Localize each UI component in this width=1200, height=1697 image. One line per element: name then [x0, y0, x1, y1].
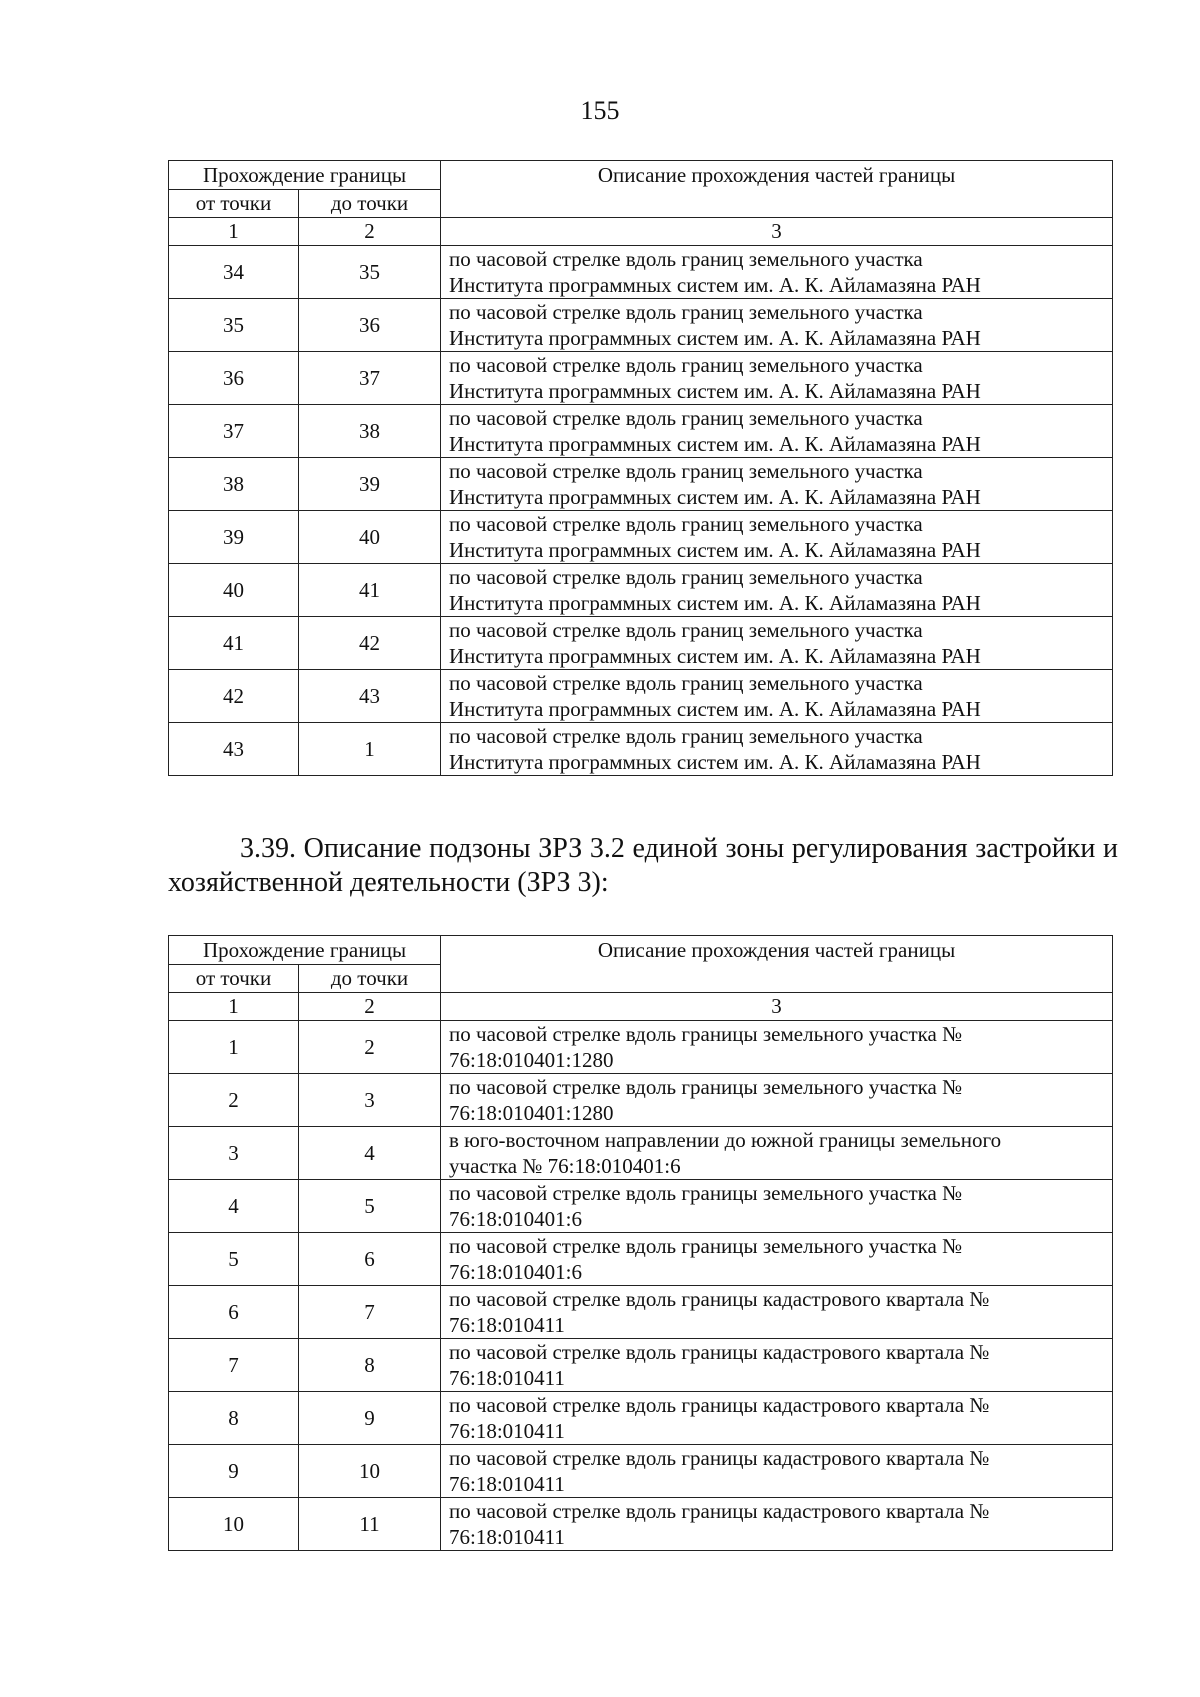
to-point-cell: 40 [299, 511, 441, 564]
from-point-cell: 8 [169, 1392, 299, 1445]
description-line: по часовой стрелке вдоль границы земельного участка № [449, 1075, 963, 1099]
description-cell [441, 1445, 1113, 1498]
to-point-cell: 7 [299, 1286, 441, 1339]
from-point-cell: 38 [169, 458, 299, 511]
description-cell [441, 1286, 1113, 1339]
column-number: 2 [299, 993, 441, 1021]
header-boundary-passage: Прохождение границы [169, 161, 441, 190]
table-row [169, 1180, 1113, 1233]
from-point-cell: 3 [169, 1127, 299, 1180]
description-line: Института программных систем им. А. К. Айламазяна РАН [449, 432, 981, 456]
table-row [169, 670, 1113, 723]
to-point-cell: 11 [299, 1498, 441, 1551]
boundary-table-2 [168, 935, 1113, 1551]
description-line: 76:18:010401:6 [449, 1260, 583, 1284]
table-column-numbers [169, 993, 1113, 1021]
description-line: Института программных систем им. А. К. Айламазяна РАН [449, 697, 981, 721]
description-line: Института программных систем им. А. К. Айламазяна РАН [449, 273, 981, 297]
column-number: 3 [441, 218, 1113, 246]
from-point-cell: 39 [169, 511, 299, 564]
description-line: по часовой стрелке вдоль границ земельного участка [449, 565, 923, 589]
table-row [169, 1392, 1113, 1445]
description-line: по часовой стрелке вдоль границ земельного участка [449, 353, 923, 377]
from-point-cell: 40 [169, 564, 299, 617]
table-row [169, 1021, 1113, 1074]
description-line: по часовой стрелке вдоль границ земельного участка [449, 406, 923, 430]
description-line: 76:18:010411 [449, 1419, 565, 1443]
description-line: по часовой стрелке вдоль границ земельного участка [449, 724, 923, 748]
description-line: по часовой стрелке вдоль границы кадастрового квартала № [449, 1287, 990, 1311]
description-line: Института программных систем им. А. К. Айламазяна РАН [449, 485, 981, 509]
header-description: Описание прохождения частей границы [441, 936, 1113, 993]
to-point-cell: 43 [299, 670, 441, 723]
description-line: Института программных систем им. А. К. Айламазяна РАН [449, 750, 981, 774]
table-row [169, 564, 1113, 617]
description-line: по часовой стрелке вдоль границы земельного участка № [449, 1234, 963, 1258]
description-cell [441, 617, 1113, 670]
description-line: 76:18:010411 [449, 1313, 565, 1337]
from-point-cell: 9 [169, 1445, 299, 1498]
description-line: по часовой стрелке вдоль границ земельного участка [449, 300, 923, 324]
description-line: Института программных систем им. А. К. Айламазяна РАН [449, 326, 981, 350]
from-point-cell: 2 [169, 1074, 299, 1127]
table-column-numbers [169, 218, 1113, 246]
description-line: 76:18:010401:1280 [449, 1048, 614, 1072]
description-line: Института программных систем им. А. К. Айламазяна РАН [449, 379, 981, 403]
to-point-cell: 9 [299, 1392, 441, 1445]
table-row [169, 299, 1113, 352]
to-point-cell: 36 [299, 299, 441, 352]
description-line: участка № 76:18:010401:6 [449, 1154, 681, 1178]
table-row [169, 1339, 1113, 1392]
header-boundary-passage: Прохождение границы [169, 936, 441, 965]
description-cell [441, 299, 1113, 352]
description-cell [441, 246, 1113, 299]
description-cell [441, 670, 1113, 723]
table-row [169, 246, 1113, 299]
to-point-cell: 10 [299, 1445, 441, 1498]
header-from-point: от точки [169, 965, 299, 993]
from-point-cell: 7 [169, 1339, 299, 1392]
header-to-point: до точки [299, 190, 441, 218]
description-line: Института программных систем им. А. К. Айламазяна РАН [449, 644, 981, 668]
table-body [169, 1021, 1113, 1551]
to-point-cell: 6 [299, 1233, 441, 1286]
to-point-cell: 39 [299, 458, 441, 511]
table-row [169, 1127, 1113, 1180]
from-point-cell: 4 [169, 1180, 299, 1233]
from-point-cell: 1 [169, 1021, 299, 1074]
description-line: по часовой стрелке вдоль границы кадастрового квартала № [449, 1446, 990, 1470]
column-number: 1 [169, 218, 299, 246]
to-point-cell: 3 [299, 1074, 441, 1127]
description-cell [441, 1498, 1113, 1551]
boundary-table-1 [168, 160, 1113, 776]
table-header-row [169, 936, 1113, 965]
table-row [169, 1445, 1113, 1498]
table-row [169, 352, 1113, 405]
description-cell [441, 723, 1113, 776]
table-row [169, 1233, 1113, 1286]
description-cell [441, 1180, 1113, 1233]
table-header-row [169, 161, 1113, 190]
to-point-cell: 42 [299, 617, 441, 670]
header-from-point: от точки [169, 190, 299, 218]
from-point-cell: 35 [169, 299, 299, 352]
description-cell [441, 564, 1113, 617]
description-line: Института программных систем им. А. К. Айламазяна РАН [449, 538, 981, 562]
header-to-point: до точки [299, 965, 441, 993]
description-line: по часовой стрелке вдоль границы кадастрового квартала № [449, 1340, 990, 1364]
description-cell [441, 1021, 1113, 1074]
from-point-cell: 37 [169, 405, 299, 458]
to-point-cell: 37 [299, 352, 441, 405]
table-row [169, 617, 1113, 670]
column-number: 3 [441, 993, 1113, 1021]
from-point-cell: 43 [169, 723, 299, 776]
description-line: 76:18:010411 [449, 1366, 565, 1390]
description-line: в юго-восточном направлении до южной границы земельного [449, 1128, 1002, 1152]
description-cell [441, 1392, 1113, 1445]
description-line: по часовой стрелке вдоль границ земельного участка [449, 459, 923, 483]
description-line: Института программных систем им. А. К. Айламазяна РАН [449, 591, 981, 615]
from-point-cell: 5 [169, 1233, 299, 1286]
to-point-cell: 2 [299, 1021, 441, 1074]
to-point-cell: 41 [299, 564, 441, 617]
to-point-cell: 38 [299, 405, 441, 458]
description-line: по часовой стрелке вдоль границы кадастрового квартала № [449, 1499, 990, 1523]
description-cell [441, 405, 1113, 458]
description-cell [441, 458, 1113, 511]
from-point-cell: 6 [169, 1286, 299, 1339]
to-point-cell: 1 [299, 723, 441, 776]
description-line: 76:18:010411 [449, 1525, 565, 1549]
table-row [169, 405, 1113, 458]
description-line: по часовой стрелке вдоль границы кадастрового квартала № [449, 1393, 990, 1417]
to-point-cell: 35 [299, 246, 441, 299]
description-line: 76:18:010411 [449, 1472, 565, 1496]
header-description: Описание прохождения частей границы [441, 161, 1113, 218]
description-line: по часовой стрелке вдоль границ земельного участка [449, 618, 923, 642]
description-line: по часовой стрелке вдоль границы земельного участка № [449, 1181, 963, 1205]
to-point-cell: 4 [299, 1127, 441, 1180]
section-heading: 3.39. Описание подзоны ЗРЗ 3.2 единой зоны регулирования застройки и хозяйственной деятельности (ЗРЗ 3): [168, 833, 1118, 898]
page-number: 155 [580, 96, 620, 125]
description-cell [441, 352, 1113, 405]
description-cell [441, 1339, 1113, 1392]
description-line: по часовой стрелке вдоль границ земельного участка [449, 671, 923, 695]
to-point-cell: 8 [299, 1339, 441, 1392]
from-point-cell: 36 [169, 352, 299, 405]
description-line: по часовой стрелке вдоль границ земельного участка [449, 512, 923, 536]
from-point-cell: 34 [169, 246, 299, 299]
description-line: 76:18:010401:6 [449, 1207, 583, 1231]
description-cell [441, 511, 1113, 564]
table-row [169, 1286, 1113, 1339]
description-line: по часовой стрелке вдоль границ земельного участка [449, 247, 923, 271]
column-number: 2 [299, 218, 441, 246]
description-cell [441, 1074, 1113, 1127]
from-point-cell: 10 [169, 1498, 299, 1551]
description-cell [441, 1233, 1113, 1286]
description-cell [441, 1127, 1113, 1180]
column-number: 1 [169, 993, 299, 1021]
table-row [169, 1074, 1113, 1127]
table-row [169, 723, 1113, 776]
table-row [169, 458, 1113, 511]
table-row [169, 1498, 1113, 1551]
from-point-cell: 41 [169, 617, 299, 670]
description-line: 76:18:010401:1280 [449, 1101, 614, 1125]
description-line: по часовой стрелке вдоль границы земельного участка № [449, 1022, 963, 1046]
from-point-cell: 42 [169, 670, 299, 723]
table-body [169, 246, 1113, 776]
to-point-cell: 5 [299, 1180, 441, 1233]
table-row [169, 511, 1113, 564]
